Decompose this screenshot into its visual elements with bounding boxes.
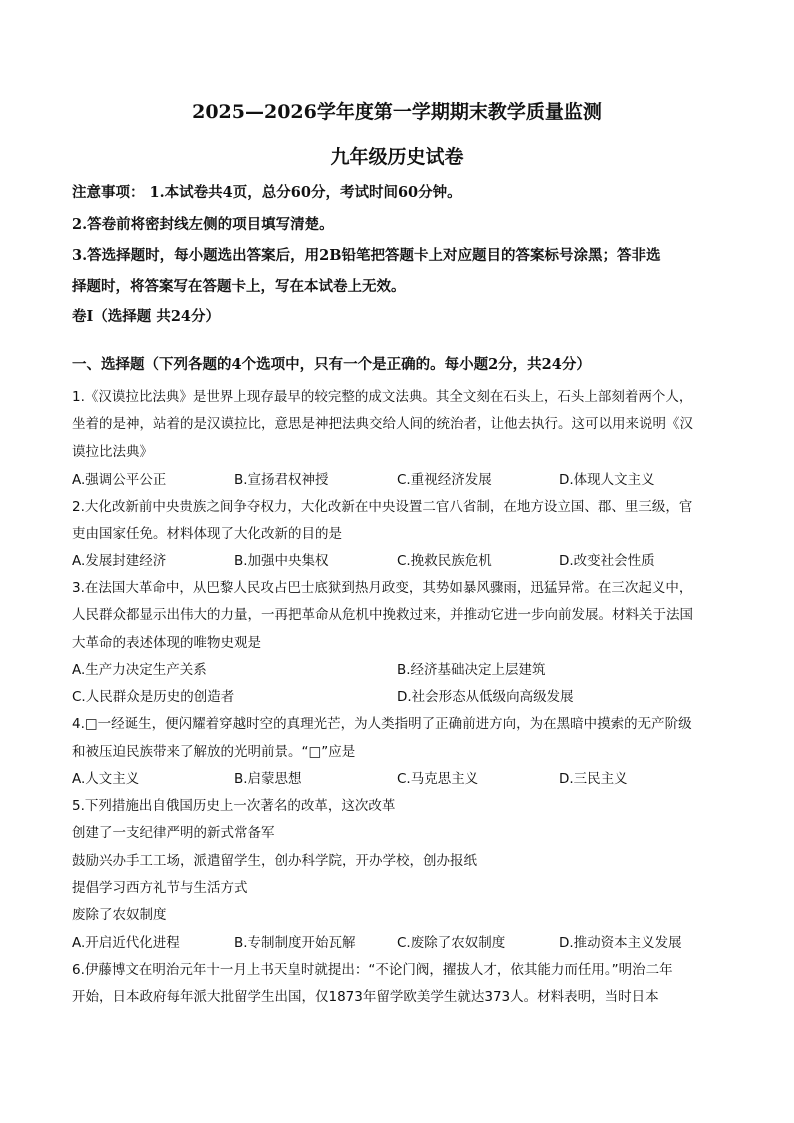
question-5-stem-1: 5.下列措施出自俄国历史上一次著名的改革，这次改革 [72,798,396,814]
question-3-stem-1: 3.在法国大革命中，从巴黎人民攻占巴士底狱到热月政变，其势如暴风骤雨，迅猛异常。在三次起义中， [72,580,693,596]
question-5-item-4: 废除了农奴制度 [72,907,167,923]
question-1-stem-2: 坐着的是神，站着的是汉谟拉比，意思是神把法典交给人间的统治者，让他去执行。这可以用来说明《汉 [72,416,693,432]
q5-option-d: D.推动资本主义发展 [559,935,682,951]
exam-title: 2025—2026学年度第一学期期末教学质量监测 [192,101,602,123]
question-5-item-3: 提倡学习西方礼节与生活方式 [72,880,248,896]
q1-option-c: C.重视经济发展 [397,472,492,488]
q2-option-b: B.加强中央集权 [234,553,329,569]
q4-option-d: D.三民主义 [559,771,628,787]
q2-option-a: A.发展封建经济 [72,553,167,569]
exam-subtitle: 九年级历史试卷 [330,146,464,168]
q3-option-d: D.社会形态从低级向高级发展 [397,689,574,705]
q1-option-b: B.宣扬君权神授 [234,472,329,488]
note-line-1: 注意事项： 1.本试卷共4页，总分60分，考试时间60分钟。 [72,184,462,201]
section-heading: 一、选择题（下列各题的4个选项中，只有一个是正确的。每小题2分，共24分） [72,356,591,373]
q3-option-b: B.经济基础决定上层建筑 [397,662,546,678]
question-1-stem-1: 1.《汉谟拉比法典》是世界上现存最早的较完整的成文法典。其全文刻在石头上，石头上部刻着两个人， [72,389,693,405]
q4-option-c: C.马克思主义 [397,771,479,787]
question-4-stem-1: 4.□一经诞生，便闪耀着穿越时空的真理光芒，为人类指明了正确前进方向，为在黑暗中摸索的无产阶级 [72,716,692,732]
question-6-stem-2: 开始，日本政府每年派大批留学生出国，仅1873年留学欧美学生就达373人。材料表明，当时日本 [72,989,659,1005]
volume-label: 卷Ⅰ（选择题 共24分） [72,308,221,325]
question-3-stem-2: 人民群众都显示出伟大的力量，一再把革命从危机中挽救过来，并推动它进一步向前发展。材料关于法国 [72,607,693,623]
q5-option-b: B.专制制度开始瓦解 [234,935,356,951]
note-line-4: 择题时，将答案写在答题卡上，写在本试卷上无效。 [72,278,406,295]
question-4-stem-2: 和被压迫民族带来了解放的光明前景。“□”应是 [72,744,356,760]
question-5-item-1: 创建了一支纪律严明的新式常备军 [72,825,275,841]
question-2-stem-1: 2.大化改新前中央贵族之间争夺权力，大化改新在中央设置二官八省制，在地方设立国、郡、里三级，官 [72,499,693,515]
q4-option-b: B.启蒙思想 [234,771,302,787]
q2-option-c: C.挽救民族危机 [397,553,492,569]
question-3-stem-3: 大革命的表述体现的唯物史观是 [72,635,261,651]
q5-option-c: C.废除了农奴制度 [397,935,506,951]
question-1-stem-3: 谟拉比法典》 [72,444,153,460]
q2-option-d: D.改变社会性质 [559,553,655,569]
question-6-stem-1: 6.伊藤博文在明治元年十一月上书天皇时就提出：“不论门阀，擢拔人才，依其能力而任用。”明治二年 [72,962,673,978]
q4-option-a: A.人文主义 [72,771,140,787]
q5-option-a: A.开启近代化进程 [72,935,180,951]
question-5-item-2: 鼓励兴办手工工场，派遣留学生，创办科学院，开办学校，创办报纸 [72,853,477,869]
q3-option-a: A.生产力决定生产关系 [72,662,207,678]
note-line-2: 2.答卷前将密封线左侧的项目填写清楚。 [72,216,334,233]
q1-option-d: D.体现人文主义 [559,472,655,488]
q3-option-c: C.人民群众是历史的创造者 [72,689,235,705]
question-2-stem-2: 吏由国家任免。材料体现了大化改新的目的是 [72,526,342,542]
note-line-3: 3.答选择题时，每小题选出答案后，用2B铅笔把答题卡上对应题目的答案标号涂黑；答非选 [72,247,661,264]
q1-option-a: A.强调公平公正 [72,472,167,488]
